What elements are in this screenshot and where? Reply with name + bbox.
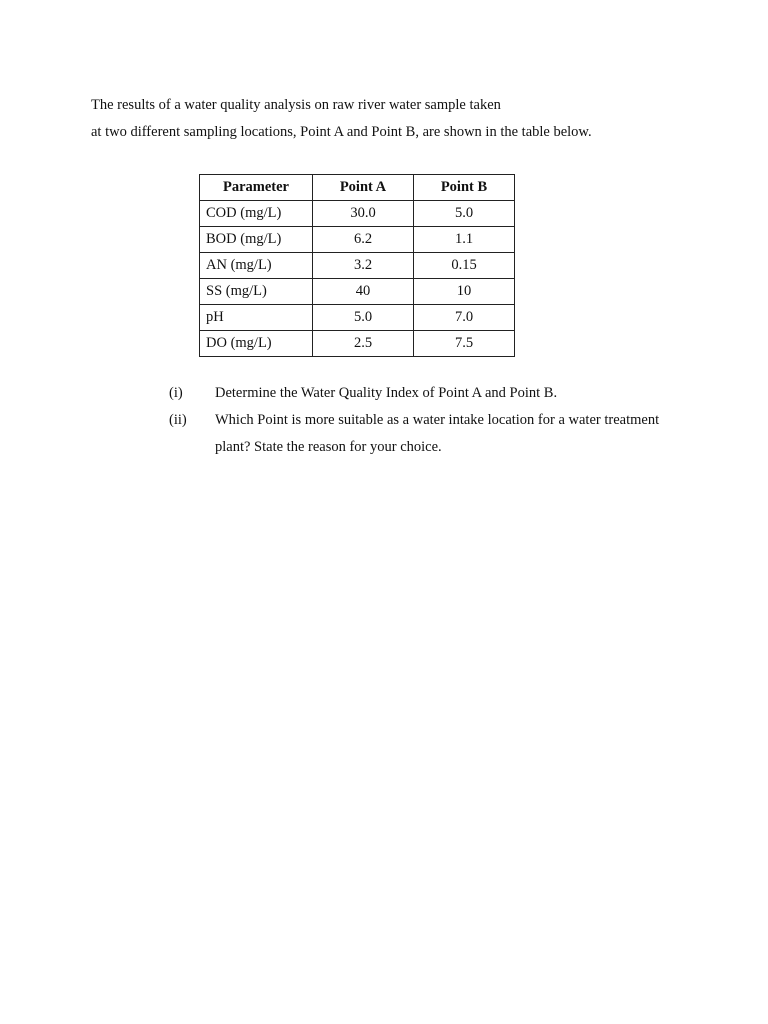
question-text-line-1: Which Point is more suitable as a water intake location for a water treatment — [215, 412, 660, 428]
table-row — [200, 305, 515, 331]
param-cell: SS (mg/L) — [200, 279, 313, 305]
point-b-cell: 7.5 — [414, 331, 515, 357]
intro-line-2: at two different sampling locations, Point A and Point B, are shown in the table below. — [91, 124, 592, 140]
point-a-cell: 3.2 — [313, 253, 414, 279]
point-a-cell: 30.0 — [313, 201, 414, 227]
table-row — [200, 253, 515, 279]
point-b-cell: 0.15 — [414, 253, 515, 279]
table-row — [200, 227, 515, 253]
table-row — [200, 279, 515, 305]
param-cell: DO (mg/L) — [200, 331, 313, 357]
point-a-cell: 5.0 — [313, 305, 414, 331]
param-cell: COD (mg/L) — [200, 201, 313, 227]
question-i — [169, 380, 709, 407]
header-parameter: Parameter — [200, 175, 313, 201]
point-b-cell: 5.0 — [414, 201, 515, 227]
water-quality-table — [199, 174, 515, 357]
header-point-a: Point A — [313, 175, 414, 201]
point-a-cell: 6.2 — [313, 227, 414, 253]
table-row — [200, 331, 515, 357]
point-a-cell: 2.5 — [313, 331, 414, 357]
param-cell: AN (mg/L) — [200, 253, 313, 279]
question-text-line-1: Determine the Water Quality Index of Point A and Point B. — [215, 385, 558, 401]
param-cell: pH — [200, 305, 313, 331]
table-header-row — [200, 175, 515, 201]
point-a-cell: 40 — [313, 279, 414, 305]
question-number: (i) — [169, 385, 183, 401]
table-row — [200, 201, 515, 227]
point-b-cell: 1.1 — [414, 227, 515, 253]
intro-line-1: The results of a water quality analysis on raw river water sample taken — [91, 97, 501, 113]
point-b-cell: 7.0 — [414, 305, 515, 331]
question-text-line-2: plant? State the reason for your choice. — [215, 439, 442, 455]
question-list — [169, 380, 709, 461]
intro-paragraph — [91, 92, 711, 146]
question-number: (ii) — [169, 412, 187, 428]
question-ii — [169, 407, 709, 461]
point-b-cell: 10 — [414, 279, 515, 305]
header-point-b: Point B — [414, 175, 515, 201]
param-cell: BOD (mg/L) — [200, 227, 313, 253]
